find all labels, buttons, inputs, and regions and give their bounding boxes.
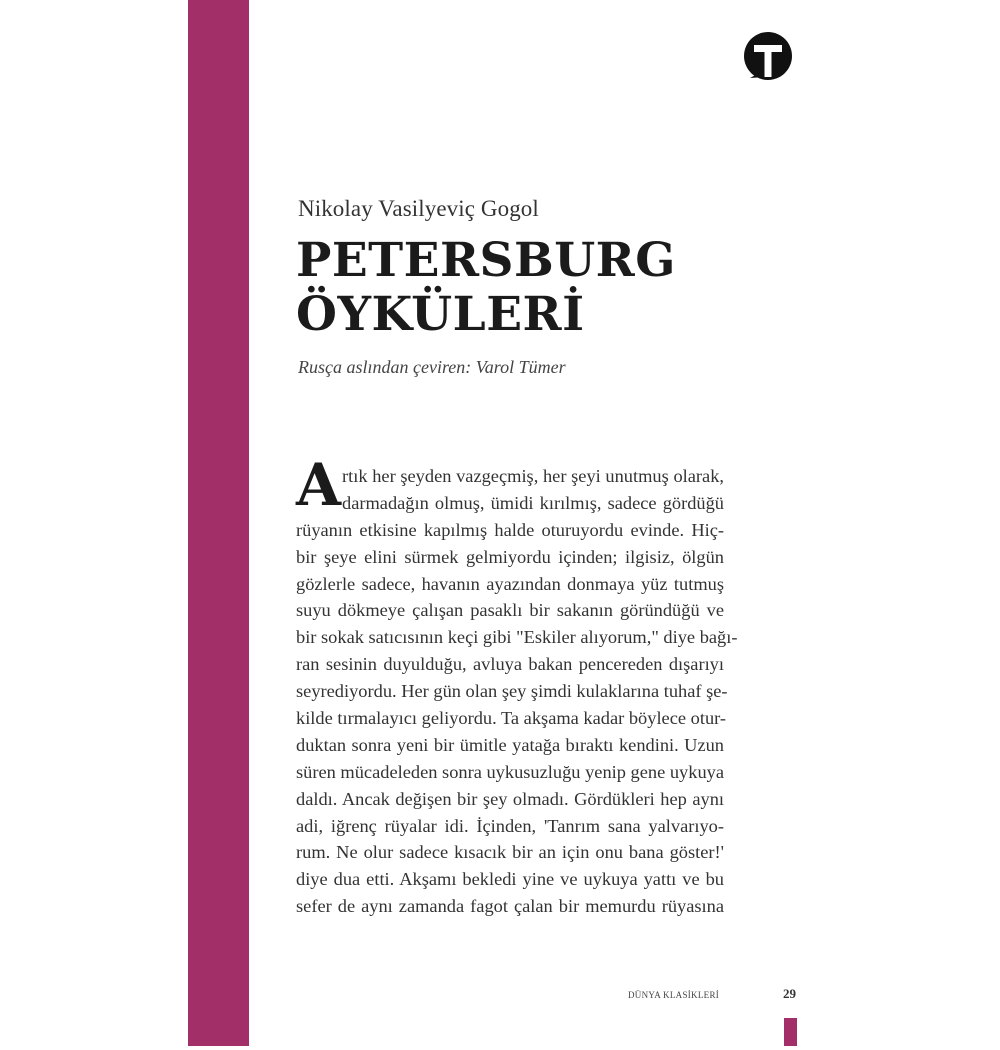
series-name: DÜNYA KLASİKLERİ [628,990,720,1000]
body-line: adi, iğrenç rüyalar idi. İçinden, 'Tanrım sana yalvarıyo- [296,815,724,836]
body-line: seyrediyordu. Her gün olan şey şimdi kulaklarına tuhaf şe- [296,681,728,702]
body-paragraph [296,463,738,920]
body-line: kilde tırmalayıcı geliyordu. Ta akşama kadar böylece otur- [296,708,727,729]
body-line: rum. Ne olur sadece kısacık bir an için onu bana göster!' [296,842,724,863]
t-logo-icon [742,30,794,82]
body-line: gözlerle sadece, havanın ayazından donmaya yüz tutmuş [296,573,724,594]
body-line: suyu dökmeye çalışan pasaklı bir sakanın göründüğü ve [296,600,724,621]
body-line: rtık her şeyden vazgeçmiş, her şeyi unutmuş olarak, [342,466,724,486]
body-line: daldı. Ancak değişen bir şey olmadı. Gördükleri hep aynı [296,788,724,809]
body-line: bir şeye elini sürmek gelmiyordu içinden; ilgisiz, ölgün [296,546,724,567]
body-line: diye dua etti. Akşamı bekledi yine ve uykuya yattı ve bu [296,869,724,890]
title-line-2: ÖYKÜLERİ [296,287,585,342]
body-line: sefer de aynı zamanda fagot çalan bir memurdu rüyasına [296,896,724,917]
drop-cap: A [296,451,342,519]
body-line: ran sesinin duyulduğu, avluya bakan pencereden dışarıyı [296,654,724,675]
page-number: 29 [783,986,796,1001]
body-line: darmadağın olmuş, ümidi kırılmış, sadece gördüğü [342,492,724,513]
author-name: Nikolay Vasilyeviç Gogol [298,196,539,221]
body-line: duktan sonra yeni bir ümitle yatağa bıraktı kendini. Uzun [296,734,724,755]
page-edge-tab [784,1018,797,1046]
body-line: süren mücadeleden sonra uykusuzluğu yenip gene uykuya [296,761,724,782]
left-color-stripe [188,0,249,1046]
body-line: bir sokak satıcısının keçi gibi "Eskiler alıyorum," diye bağı- [296,627,738,648]
translator-credit: Rusça aslından çeviren: Varol Tümer [298,357,566,377]
publisher-logo-icon [742,30,794,82]
body-line: rüyanın etkisine kapılmış halde oturuyordu evinde. Hiç- [296,519,724,540]
title-line-1: PETERSBURG [296,233,676,288]
book-title [296,234,676,342]
